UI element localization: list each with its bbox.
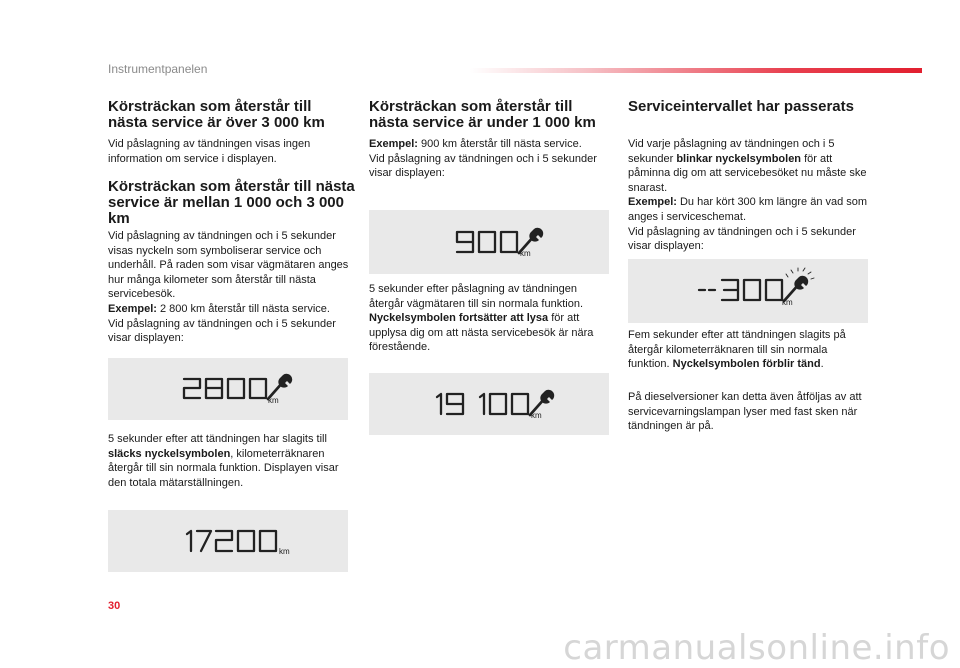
display-panel-300	[628, 259, 868, 323]
km-unit-label: km	[531, 411, 542, 420]
section-title-1000-3000: Körsträckan som återstår till nästa service är mellan 1 000 och 3 000 km	[108, 178, 355, 227]
section-title-under-1000: Körsträckan som återstår till nästa service är under 1 000 km	[369, 98, 596, 131]
example-label: Exempel:	[369, 138, 418, 150]
section-text-interval-passed	[628, 137, 870, 254]
watermark: carmanualsonline.info	[563, 628, 950, 668]
after-text-post: för att upplysa dig om att nästa servicebesök är nära förestående.	[369, 312, 594, 354]
odometer-digits	[437, 394, 528, 414]
odometer-digits	[187, 531, 276, 551]
section-text-under-1000	[369, 137, 611, 181]
after-text-col2	[369, 282, 613, 355]
display-intro-text: Vid påslagning av tändningen och i 5 sekunder visar displayen:	[369, 152, 597, 180]
after-text-post: , kilometerräknaren återgår till sin normala funktion. Displayen visar den totala mätarställningen.	[108, 447, 339, 489]
header-accent-bar	[470, 68, 922, 73]
p1-bold: blinkar nyckelsymbolen	[676, 152, 802, 165]
after-text-pre: 5 sekunder efter att tändningen har slagits till	[108, 433, 327, 445]
page-number: 30	[108, 600, 121, 612]
after-text-end: .	[820, 358, 824, 371]
display-intro-text: Vid påslagning av tändningen och i 5 sekunder visar displayen:	[108, 317, 336, 345]
km-unit-label: km	[279, 547, 290, 556]
display-panel-17200	[108, 510, 348, 572]
display-graphic-300	[628, 259, 868, 323]
odometer-digits	[184, 379, 266, 398]
example-label: Exempel:	[108, 302, 157, 315]
after-text-bold: Nyckelsymbolen fortsätter att lysa	[369, 312, 549, 325]
display-panel-900	[369, 210, 609, 274]
display-graphic-17200	[108, 510, 348, 572]
display-panel-2800	[108, 358, 348, 420]
km-unit-label: km	[268, 396, 279, 405]
odometer-digits	[699, 280, 782, 300]
after-text-col3	[628, 328, 864, 372]
blinking-wrench-icon	[784, 268, 814, 301]
after-text-bold: Nyckelsymbolen förblir tänd	[672, 358, 821, 371]
display-panel-19100	[369, 373, 609, 435]
section-text-over-3000: Vid påslagning av tändningen visas ingen information om service i displayen.	[108, 138, 311, 165]
section-title-over-3000: Körsträckan som återstår till nästa service är över 3 000 km	[108, 98, 325, 131]
section-title-interval-passed: Serviceintervallet har passerats	[628, 98, 854, 115]
diesel-text: På dieselversioner kan detta även åtföljas av att servicevarningslampan lyser med fast sken när tändningen är på.	[628, 391, 862, 433]
km-unit-label: km	[782, 298, 793, 307]
header-title: Instrumentpanelen	[108, 62, 208, 76]
display-graphic-900	[369, 210, 609, 274]
display-graphic-2800	[108, 358, 348, 420]
example-label: Exempel:	[628, 196, 677, 209]
intro-text: Vid påslagning av tändningen och i 5 sekunder visas nyckeln som symboliserar service och underhåll. På raden som visar vägmätaren anges hur många kilometer som återstår till nästa servicebesök.	[108, 230, 349, 301]
example-text: Du har kört 300 km längre än vad som anges i serviceschemat.	[628, 196, 868, 223]
section-text-1000-3000	[108, 229, 350, 346]
after-text: Fem sekunder efter att tändningen slagits på återgår kilometerräknaren till sin normala funktion.	[628, 329, 846, 371]
example-text: 900 km återstår till nästa service.	[417, 138, 582, 150]
after-text: 5 sekunder efter påslagning av tändningen återgår vägmätaren till sin normala funktion.	[369, 283, 583, 310]
display-graphic-19100	[369, 373, 609, 435]
after-text-col1	[108, 432, 352, 490]
p1-post: för att påminna dig om att servicebesöket nu måste ske snarast.	[628, 152, 867, 194]
after-text-bold: släcks nyckelsymbolen	[108, 447, 231, 460]
example-text: 2 800 km återstår till nästa service.	[156, 302, 330, 315]
p1-pre: Vid varje påslagning av tändningen och i 5 sekunder	[628, 138, 835, 165]
odometer-digits	[457, 232, 517, 252]
km-unit-label: km	[520, 249, 531, 258]
display-intro-text: Vid påslagning av tändningen och i 5 sekunder visar displayen:	[628, 225, 856, 253]
